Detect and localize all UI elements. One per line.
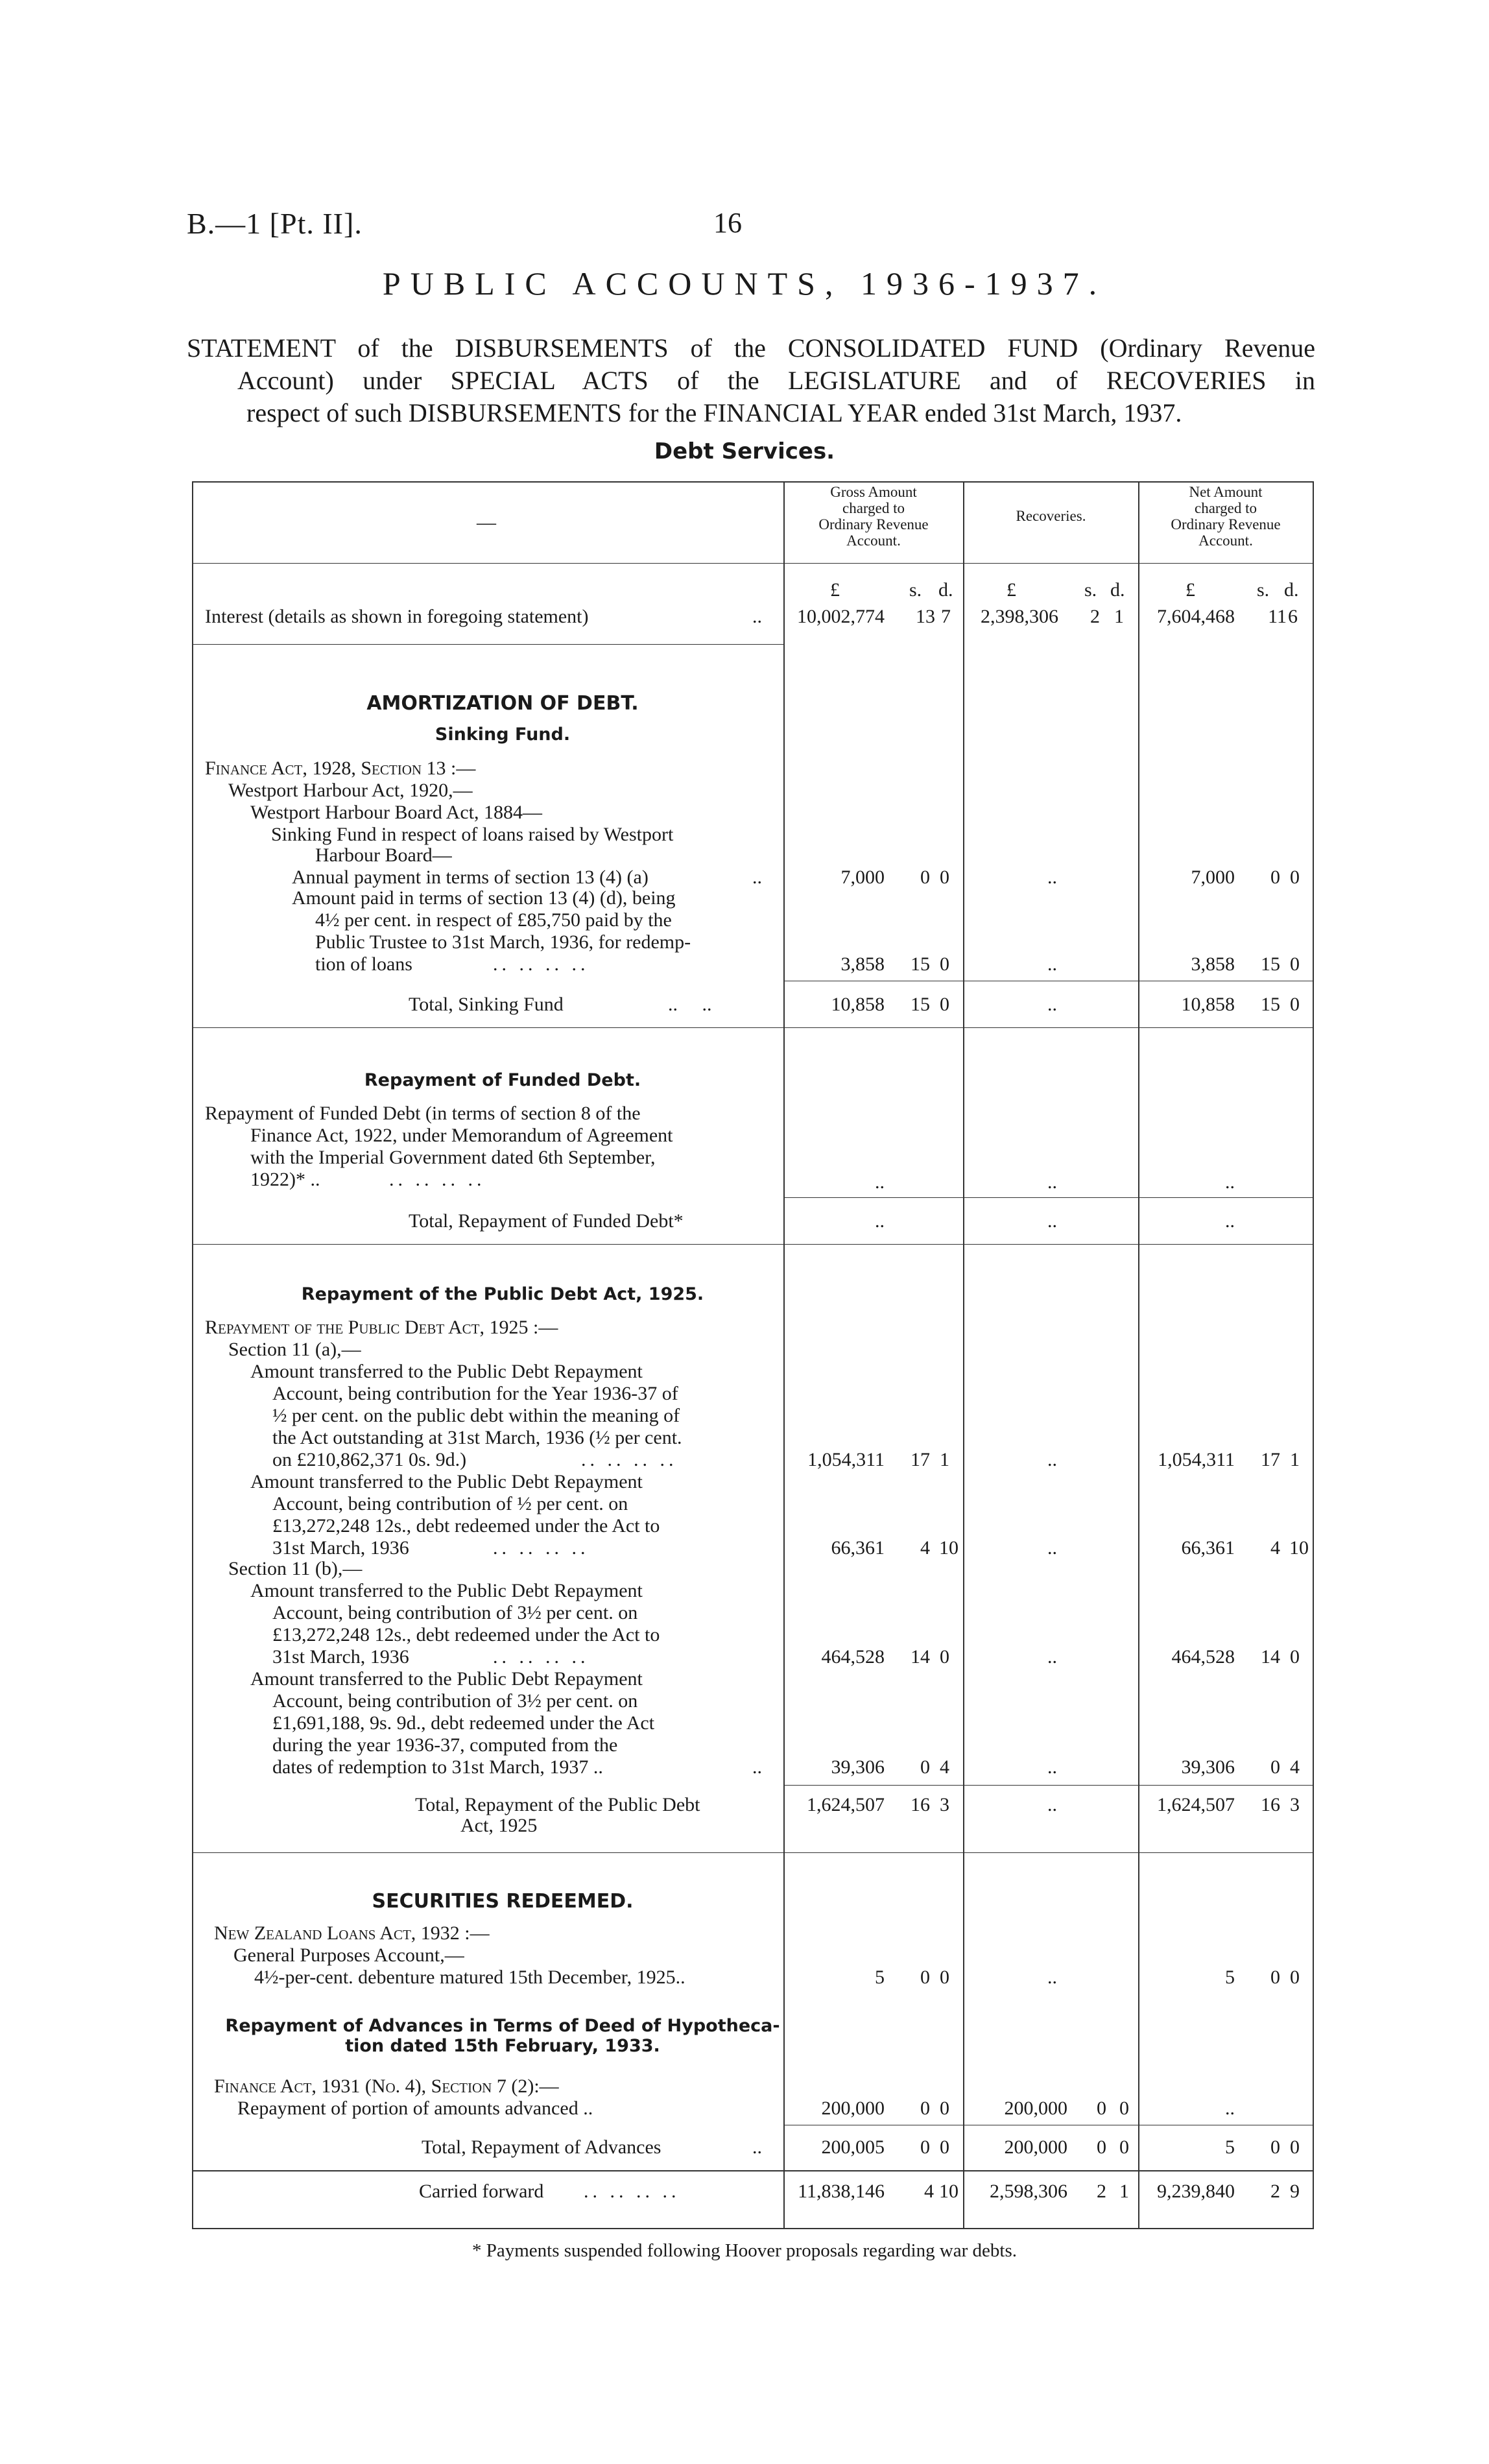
act-reference: Westport Harbour Board Act, 1884— [250, 802, 542, 823]
net-pounds: 10,858 [1181, 994, 1235, 1015]
gross-shillings: 4 [920, 1537, 930, 1559]
description-line: Account, being contribution for the Year 1936-37 of [272, 1383, 678, 1404]
gross-pence: 0 [940, 994, 949, 1015]
net-pounds: 7,604,468 [1157, 606, 1235, 627]
net-pounds: 39,306 [1181, 1756, 1235, 1778]
total-label: Act, 1925 [460, 1815, 538, 1836]
carried-forward-rule [192, 2170, 1313, 2171]
shilling-unit: s. [1084, 579, 1097, 601]
description-line: tion of loans [315, 953, 412, 975]
description-line: 4½-per-cent. debenture matured 15th December, 1925.. [254, 1967, 685, 1988]
net-pence: 0 [1290, 867, 1300, 888]
gross-pence: 10 [939, 2181, 959, 2202]
shilling-unit: s. [1257, 579, 1270, 601]
page-title: PUBLIC ACCOUNTS, 1936-1937. [382, 265, 1107, 302]
net-pence: 9 [1290, 2181, 1300, 2202]
dot-leader: .. .. .. .. [493, 1537, 590, 1559]
carried-forward-label: Carried forward [419, 2181, 544, 2202]
description-line: during the year 1936-37, computed from the [272, 1734, 618, 1756]
gross-pence: 0 [940, 2136, 949, 2158]
pound-unit: £ [830, 579, 840, 601]
description-line: Amount transferred to the Public Debt Repayment [250, 1580, 643, 1601]
gross-pence: 0 [940, 867, 949, 888]
part-reference: B.—1 [Pt. II]. [187, 207, 363, 240]
gross-pounds: 1,624,507 [807, 1794, 885, 1815]
description-line: Harbour Board— [315, 844, 452, 866]
pence-unit: d. [1284, 579, 1299, 601]
recoveries-pounds: 2,598,306 [990, 2181, 1067, 2202]
description-line: with the Imperial Government dated 6th September, [250, 1147, 656, 1168]
net-pounds: 464,528 [1171, 1646, 1235, 1668]
description-line: ½ per cent. on the public debt within the meaning of [272, 1405, 680, 1426]
section-rule [192, 1852, 1313, 1853]
securities-heading: SECURITIES REDEEMED. [372, 1890, 634, 1913]
act-reference: Repayment of the Public Debt Act, 1925 :— [205, 1317, 558, 1338]
recoveries-value: .. [1047, 1171, 1057, 1193]
description-line: Annual payment in terms of section 13 (4) (a) [292, 867, 649, 888]
gross-pence: 1 [940, 1449, 949, 1470]
gross-pounds: 1,054,311 [807, 1449, 885, 1470]
gross-shillings: 14 [911, 1646, 930, 1668]
total-label: Total, Repayment of Advances [422, 2136, 661, 2158]
recoveries-pence: 1 [1114, 606, 1124, 627]
pence-unit: d. [938, 579, 953, 601]
recoveries-value: .. [1047, 1210, 1057, 1232]
act-reference: Finance Act, 1928, Section 13 :— [205, 758, 476, 779]
interest-label: Interest (details as shown in foregoing statement) [205, 606, 589, 627]
recoveries-value: .. [1047, 994, 1057, 1015]
section-rule [192, 1244, 1313, 1245]
description-line: 31st March, 1936 [272, 1537, 409, 1559]
net-shillings: 11 [1268, 606, 1287, 627]
gross-value: .. [875, 1171, 885, 1193]
recoveries-shillings: 0 [1097, 2098, 1106, 2119]
net-shillings: 14 [1261, 1646, 1280, 1668]
dot-leader: .. .. .. .. [584, 2181, 680, 2202]
description-line: 1922)* .. [250, 1169, 320, 1190]
table-top-rule [192, 481, 1314, 483]
gross-shillings: 17 [911, 1449, 930, 1470]
intro-line: STATEMENT of the DISBURSEMENTS of the CONSOLIDATED FUND (Ordinary Revenue [187, 333, 1315, 363]
shilling-unit: s. [909, 579, 922, 601]
net-shillings: 17 [1261, 1449, 1280, 1470]
gross-pounds: 200,000 [821, 2098, 885, 2119]
gross-pounds: 200,005 [821, 2136, 885, 2158]
description-line: Account, being contribution of 3½ per cent. on [272, 1690, 638, 1712]
statement-intro [187, 332, 1315, 429]
recoveries-value: .. [1047, 1646, 1057, 1668]
description-line: £13,272,248 12s., debt redeemed under the Act to [272, 1515, 660, 1537]
description-line: 31st March, 1936 [272, 1646, 409, 1668]
gross-pounds: 11,838,146 [798, 2181, 885, 2202]
net-pence: 0 [1290, 1967, 1300, 1988]
net-shillings: 2 [1270, 2181, 1280, 2202]
recoveries-value: .. [1047, 1967, 1057, 1988]
recoveries-shillings: 2 [1090, 606, 1100, 627]
recoveries-value: .. [1047, 867, 1057, 888]
description-line: Section 11 (b),— [228, 1558, 363, 1579]
description-line: Sinking Fund in respect of loans raised by Westport [271, 824, 674, 845]
gross-shillings: 4 [924, 2181, 934, 2202]
footnote: * Payments suspended following Hoover proposals regarding war debts. [471, 2240, 1018, 2261]
pound-unit: £ [1185, 579, 1195, 601]
dot-leader: .. .. [668, 994, 712, 1015]
description-line: £13,272,248 12s., debt redeemed under the Act to [272, 1624, 660, 1645]
gross-shillings: 15 [911, 953, 930, 975]
net-pounds: 7,000 [1191, 867, 1235, 888]
total-label: Total, Repayment of the Public Debt [415, 1794, 700, 1815]
gross-pence: 0 [940, 953, 949, 975]
table-right-border [1313, 481, 1314, 2228]
net-pence: 0 [1290, 2136, 1300, 2158]
gross-pounds: 3,858 [840, 953, 885, 975]
recoveries-pence: 0 [1119, 2136, 1129, 2158]
net-shillings: 15 [1261, 994, 1280, 1015]
description-line: Account, being contribution of 3½ per cent. on [272, 1602, 638, 1623]
gross-pounds: 10,858 [831, 994, 885, 1015]
gross-pounds: 39,306 [831, 1756, 885, 1778]
gross-shillings: 0 [920, 1756, 930, 1778]
gross-value: .. [875, 1210, 885, 1232]
gross-pence: 0 [940, 2098, 949, 2119]
net-pence: 0 [1290, 1646, 1300, 1668]
intro-line: respect of such DISBURSEMENTS for the FINANCIAL YEAR ended 31st March, 1937. [246, 398, 1182, 427]
description-line: £1,691,188, 9s. 9d., debt redeemed under the Act [272, 1712, 655, 1734]
net-shillings: 0 [1270, 1756, 1280, 1778]
recoveries-shillings: 0 [1097, 2136, 1106, 2158]
description-line: on £210,862,371 0s. 9d.) [272, 1449, 467, 1470]
net-pence: 3 [1290, 1794, 1300, 1815]
recoveries-pence: 1 [1119, 2181, 1129, 2202]
total-label: Total, Repayment of Funded Debt* [409, 1210, 684, 1232]
description-line: the Act outstanding at 31st March, 1936 (½ per cent. [272, 1427, 682, 1448]
gross-pounds: 464,528 [821, 1646, 885, 1668]
pence-unit: d. [1110, 579, 1125, 601]
funded-debt-heading: Repayment of Funded Debt. [364, 1070, 641, 1090]
column-divider [963, 481, 964, 2228]
net-shillings: 16 [1261, 1794, 1280, 1815]
net-pounds: 66,361 [1181, 1537, 1235, 1559]
public-debt-heading: Repayment of the Public Debt Act, 1925. [301, 1284, 704, 1304]
recoveries-column-head: Recoveries. [1016, 508, 1086, 524]
gross-shillings: 13 [916, 606, 935, 627]
description-line: Repayment of Funded Debt (in terms of section 8 of the [205, 1103, 641, 1124]
recoveries-shillings: 2 [1097, 2181, 1106, 2202]
net-pence: 0 [1290, 994, 1300, 1015]
recoveries-pounds: 200,000 [1004, 2136, 1067, 2158]
gross-pence: 4 [940, 1756, 949, 1778]
description-line: Public Trustee to 31st March, 1936, for redemp- [315, 931, 691, 953]
net-pounds: 1,054,311 [1158, 1449, 1235, 1470]
dot-leader: .. [752, 867, 762, 888]
table-bottom-rule [192, 2228, 1314, 2229]
act-reference: Finance Act, 1931 (No. 4), Section 7 (2):— [214, 2075, 559, 2097]
net-pence: 10 [1289, 1537, 1309, 1559]
gross-shillings: 0 [920, 867, 930, 888]
gross-pence: 7 [941, 606, 951, 627]
dot-leader: .. [752, 606, 762, 627]
gross-pounds: 5 [875, 1967, 885, 1988]
description-line: Repayment of portion of amounts advanced .. [237, 2098, 593, 2119]
gross-shillings: 0 [920, 1967, 930, 1988]
gross-amount-column-head: Gross Amount charged to Ordinary Revenue Account. [818, 484, 929, 549]
gross-pence: 10 [939, 1537, 959, 1559]
net-shillings: 0 [1270, 867, 1280, 888]
net-value: .. [1225, 2098, 1235, 2119]
pound-unit: £ [1007, 579, 1016, 601]
net-pence: 6 [1288, 606, 1298, 627]
description-line: Amount paid in terms of section 13 (4) (d), being [292, 887, 676, 909]
total-label: Total, Sinking Fund [409, 994, 564, 1015]
gross-pence: 0 [940, 1967, 949, 1988]
net-amount-column-head: Net Amount charged to Ordinary Revenue Account. [1171, 484, 1281, 549]
dot-leader: .. [752, 2136, 762, 2158]
recoveries-pounds: 200,000 [1004, 2098, 1067, 2119]
net-pence: 0 [1290, 953, 1300, 975]
recoveries-value: .. [1047, 953, 1057, 975]
header-rule [192, 563, 1314, 564]
act-reference: New Zealand Loans Act, 1932 :— [214, 1922, 490, 1944]
net-shillings: 4 [1270, 1537, 1280, 1559]
description-line: Amount transferred to the Public Debt Repayment [250, 1471, 643, 1492]
description-line: Account, being contribution of ½ per cent. on [272, 1493, 628, 1514]
dot-leader: .. .. .. .. [493, 1646, 590, 1668]
description-line: Finance Act, 1922, under Memorandum of Agreement [250, 1125, 673, 1146]
gross-pence: 3 [940, 1794, 949, 1815]
gross-pounds: 66,361 [831, 1537, 885, 1559]
net-pounds: 5 [1225, 1967, 1235, 1988]
page-number: 16 [713, 207, 742, 239]
section-rule [192, 1027, 1313, 1028]
section-subtitle: Debt Services. [654, 438, 835, 464]
sinking-fund-heading: Sinking Fund. [435, 724, 571, 745]
recoveries-value: .. [1047, 1756, 1057, 1778]
dot-leader: .. [752, 1756, 762, 1778]
recoveries-value: .. [1047, 1449, 1057, 1470]
subtotal-rule [783, 1785, 1313, 1786]
description-line: Section 11 (a),— [228, 1339, 361, 1360]
column-divider [1138, 481, 1139, 2228]
gross-pounds: 10,002,774 [797, 606, 885, 627]
net-pence: 4 [1290, 1756, 1300, 1778]
net-shillings: 0 [1270, 2136, 1280, 2158]
description-line: General Purposes Account,— [233, 1944, 464, 1966]
advances-heading: Repayment of Advances in Terms of Deed of Hypotheca- tion dated 15th February, 1933. [225, 2016, 780, 2056]
description-line: 4½ per cent. in respect of £85,750 paid by the [315, 909, 672, 931]
gross-pence: 0 [940, 1646, 949, 1668]
gross-shillings: 16 [911, 1794, 930, 1815]
subtotal-rule [783, 1197, 1313, 1198]
gross-shillings: 0 [920, 2136, 930, 2158]
act-reference: Westport Harbour Act, 1920,— [228, 780, 473, 801]
net-shillings: 0 [1270, 1967, 1280, 1988]
section-rule [192, 644, 783, 645]
intro-line: Account) under SPECIAL ACTS of the LEGISLATURE and of RECOVERIES in [237, 366, 1315, 395]
net-pence: 1 [1290, 1449, 1300, 1470]
net-pounds: 1,624,507 [1157, 1794, 1235, 1815]
recoveries-pence: 0 [1119, 2098, 1129, 2119]
recoveries-value: .. [1047, 1537, 1057, 1559]
net-value: .. [1225, 1171, 1235, 1193]
net-pounds: 3,858 [1191, 953, 1235, 975]
net-pounds: 9,239,840 [1157, 2181, 1235, 2202]
amortization-heading: AMORTIZATION OF DEBT. [366, 692, 639, 715]
description-line: Amount transferred to the Public Debt Repayment [250, 1361, 643, 1382]
gross-shillings: 0 [920, 2098, 930, 2119]
dot-leader: .. .. .. .. [581, 1449, 678, 1470]
gross-shillings: 15 [911, 994, 930, 1015]
description-line: dates of redemption to 31st March, 1937 .. [272, 1756, 603, 1778]
recoveries-pounds: 2,398,306 [981, 606, 1058, 627]
net-value: .. [1225, 1210, 1235, 1232]
recoveries-value: .. [1047, 1794, 1057, 1815]
dot-leader: .. .. .. .. [493, 953, 590, 975]
description-line: Amount transferred to the Public Debt Repayment [250, 1668, 643, 1690]
net-shillings: 15 [1261, 953, 1280, 975]
gross-pounds: 7,000 [840, 867, 885, 888]
dot-leader: .. .. .. .. [389, 1169, 486, 1190]
net-pounds: 5 [1225, 2136, 1235, 2158]
table-left-border [192, 481, 193, 2228]
description-column-head: — [477, 512, 496, 533]
